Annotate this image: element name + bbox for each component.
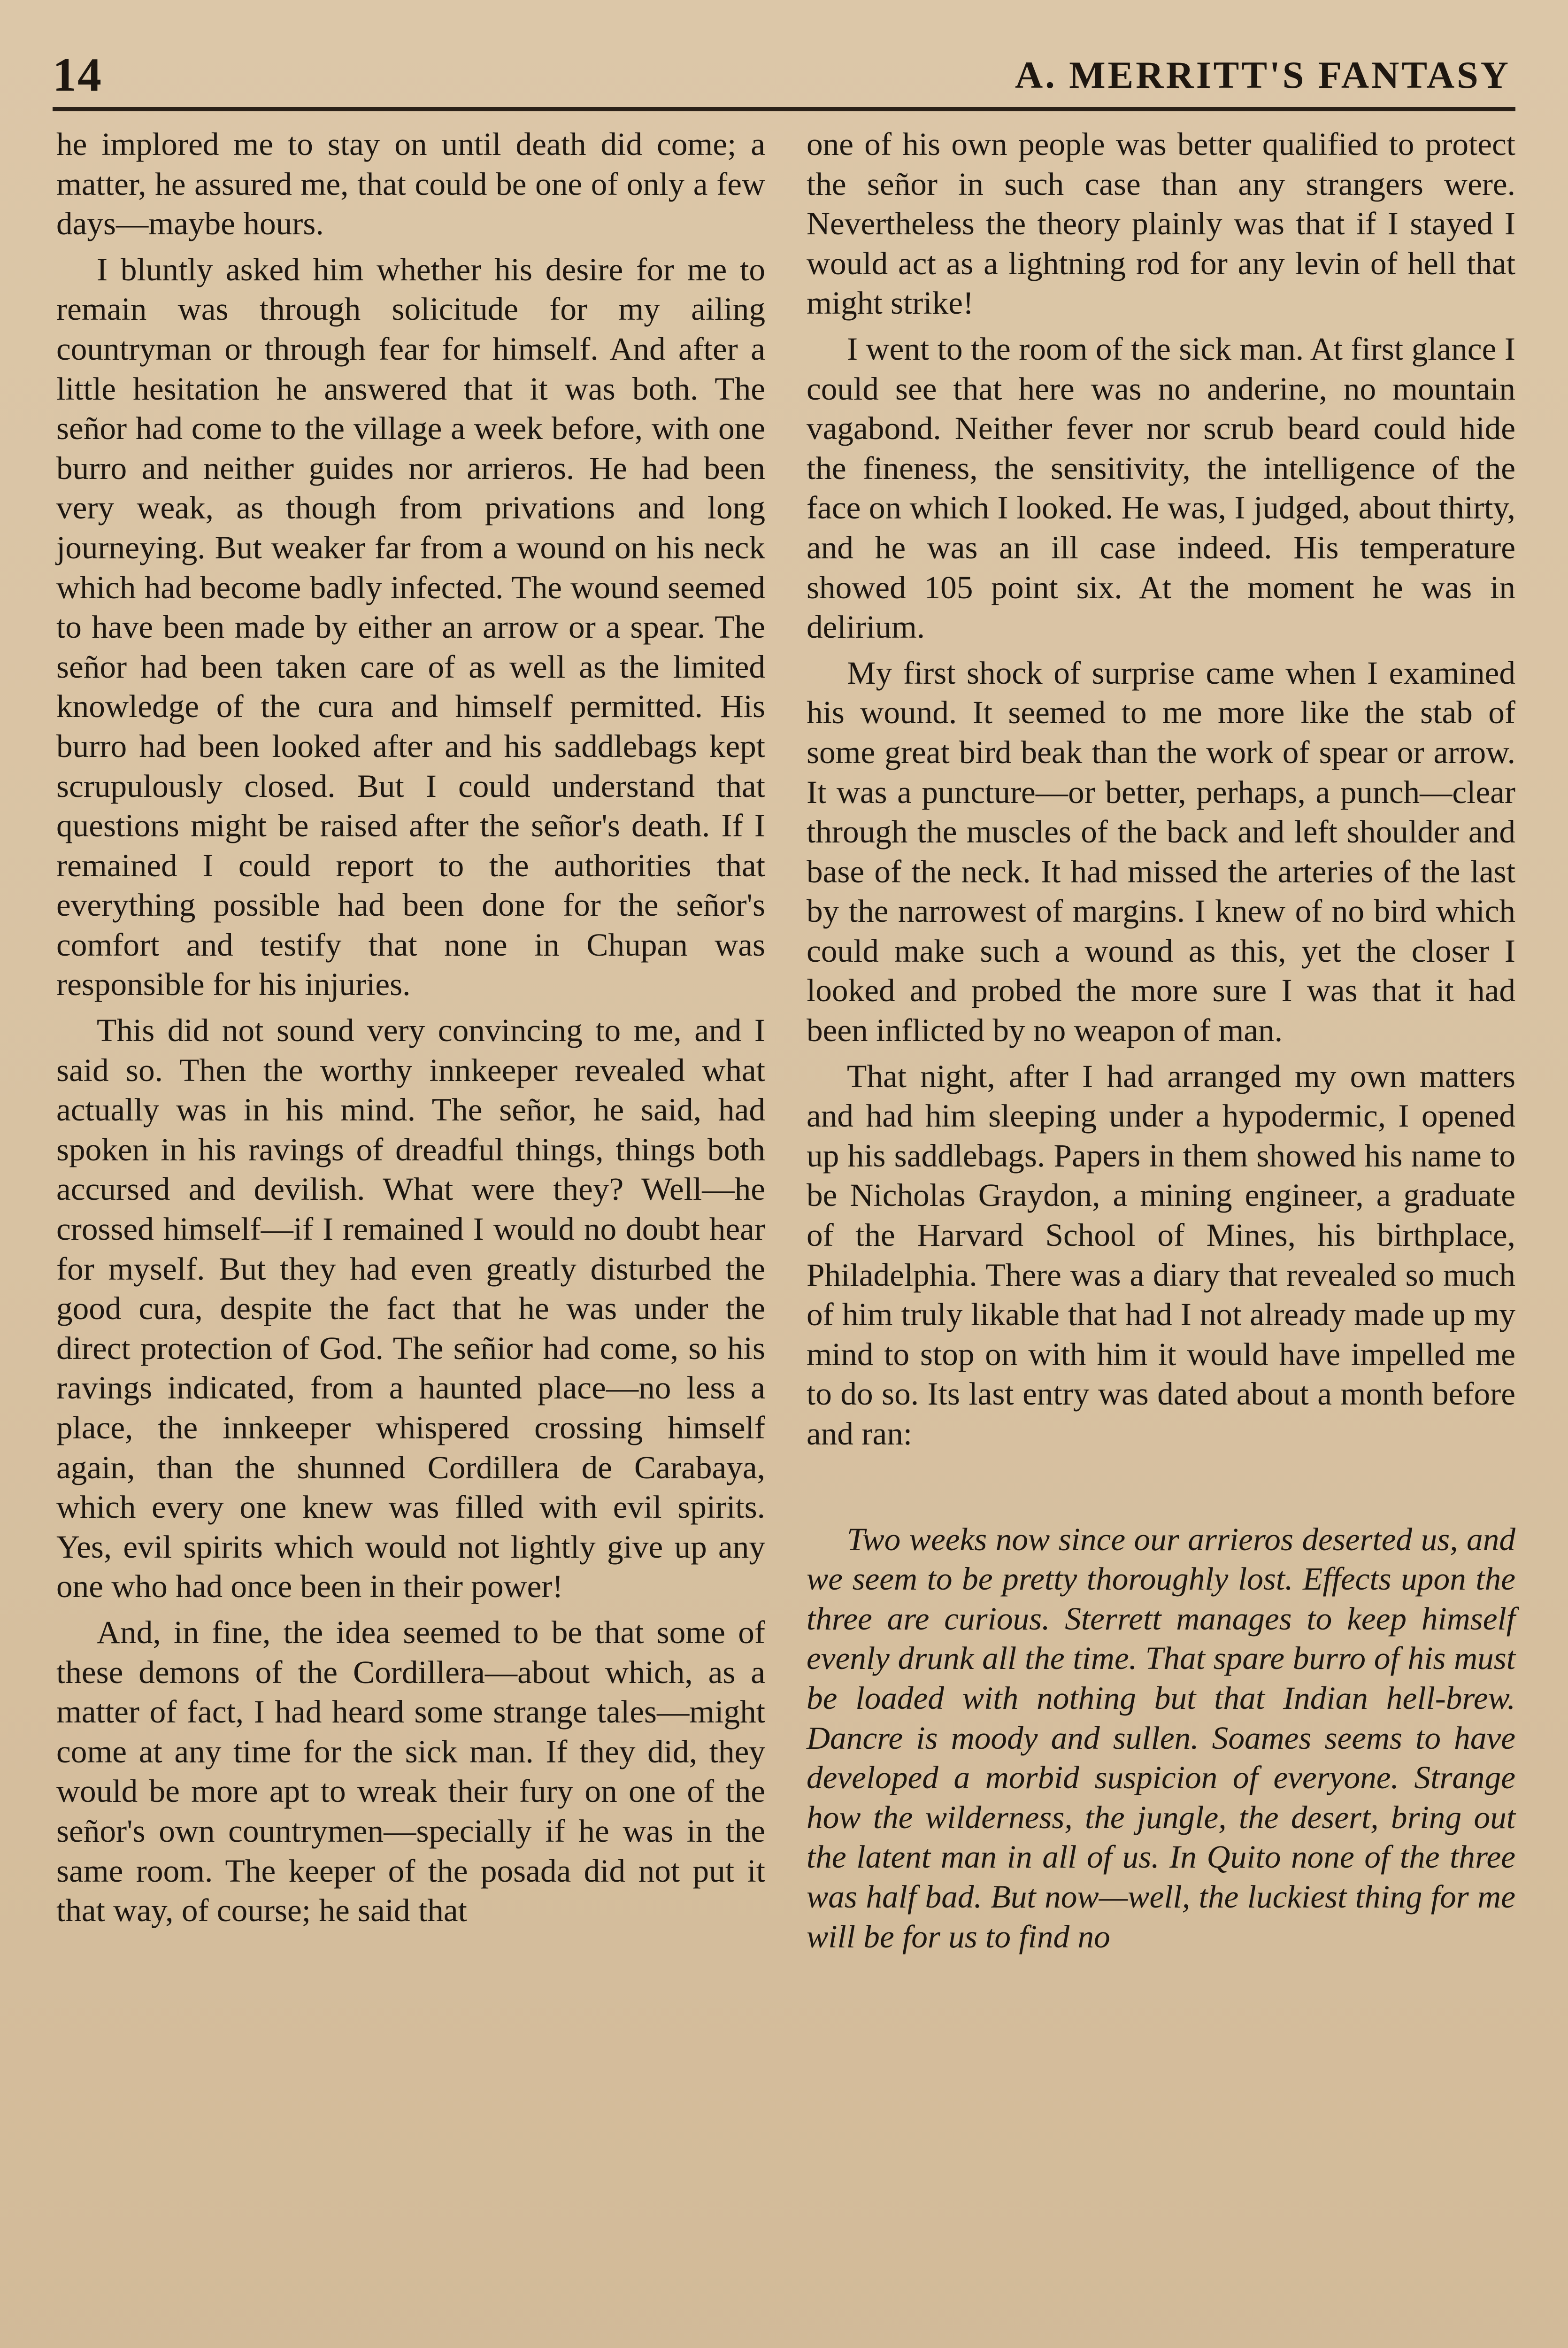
paragraph: This did not sound very convincing to me, and I said so. Then the worthy innkeeper revealed what actually was in his mind. The señor, he said, had spoken in his ravings of dreadful things, things both accursed and devilish. What were they? Well—he crossed himself—if I remained I would no doubt hear for myself. But they had even greatly disturbed the good cura, despite the fact that he was under the direct protection of God. The señior had come, so his ravings indicated, from a haunted place—no less a place, the innkeeper whispered crossing himself again, than the shunned Cordillera de Carabaya, which every one knew was filled with evil spirits. Yes, evil spirits which would not lightly give up any one who had once been in their power! <box>56 1012 765 1605</box>
right-column <box>807 124 1515 1956</box>
diary-excerpt: Two weeks now since our arrieros deserted us, and we seem to be pretty thoroughly lost. Effects upon the three are curious. Sterrett manages to keep himself evenly drunk all the time. That spare burro of his must be loaded with nothing but that Indian hell-brew. Dancre is moody and sullen. Soames seems to have developed a morbid suspicion of everyone. Strange how the wilderness, the jungle, the desert, bring out the latent man in all of us. In Quito none of the three was half bad. But now—well, the luckiest thing for me will be for us to find no <box>807 1521 1515 1954</box>
running-head: A. MERRITT'S FANTASY <box>1015 54 1511 96</box>
paragraph: That night, after I had arranged my own matters and had him sleeping under a hypodermic, I opened up his saddlebags. Papers in them showed his name to be Nicholas Graydon, a mining engineer, a graduate of the Harvard School of Mines, his birthplace, Philadelphia. There was a diary that revealed so much of him truly likable that had I not already made up my mind to stop on with him it would have impelled me to do so. Its last entry was dated about a month before and ran: <box>807 1058 1515 1452</box>
paragraph: My first shock of surprise came when I examined his wound. It seemed to me more like the stab of some great bird beak than the work of spear or arrow. It was a puncture—or better, perhaps, a punch—clear through the muscles of the back and left shoulder and base of the neck. It had missed the arteries of the last by the narrowest of margins. I knew of no bird which could make such a wound as this, yet the closer I looked and probed the more sure I was that it had been inflicted by no weapon of man. <box>807 654 1515 1049</box>
paragraph: one of his own people was better qualified to protect the señor in such case than any strangers were. Nevertheless the theory plainly was that if I stayed I would act as a lightning rod for any levin of hell that might strike! <box>807 126 1515 321</box>
paragraph: he implored me to stay on until death did come; a matter, he assured me, that could be one of only a few days—maybe hours. <box>56 126 765 242</box>
paragraph: I bluntly asked him whether his desire for me to remain was through solicitude for my ailing countryman or through fear for himself. And after a little hesitation he answered that it was both. The señor had come to the village a week before, with one burro and neither guides nor arrieros. He had been very weak, as though from privations and long journeying. But weaker far from a wound on his neck which had become badly infected. The wound seemed to have been made by either an arrow or a spear. The señor had been taken care of as well as the limited knowledge of the cura and himself permitted. His burro had been looked after and his saddlebags kept scrupulously closed. But I could understand that questions might be raised after the señor's death. If I remained I could report to the authorities that everything possible had been done for the señor's comfort and testify that none in Chupan was responsible for his injuries. <box>56 251 765 1003</box>
left-column <box>56 124 765 1937</box>
header-rule <box>53 107 1515 111</box>
page-number: 14 <box>53 48 102 101</box>
paragraph: And, in fine, the idea seemed to be that some of these demons of the Cordillera—about which, as a matter of fact, I had heard some strange tales—might come at any time for the sick man. If they did, they would be more apt to wreak their fury on one of the señor's own countrymen—specially if he was in the same room. The keeper of the posada did not put it that way, of course; he said that <box>56 1614 765 1929</box>
page-header <box>53 47 1515 103</box>
paragraph: I went to the room of the sick man. At first glance I could see that here was no anderine, no mountain vagabond. Neither fever nor scrub beard could hide the fineness, the sensitivity, the intelligence of the face on which I looked. He was, I judged, about thirty, and he was an ill case indeed. His temperature showed 105 point six. At the moment he was in delirium. <box>807 330 1515 645</box>
